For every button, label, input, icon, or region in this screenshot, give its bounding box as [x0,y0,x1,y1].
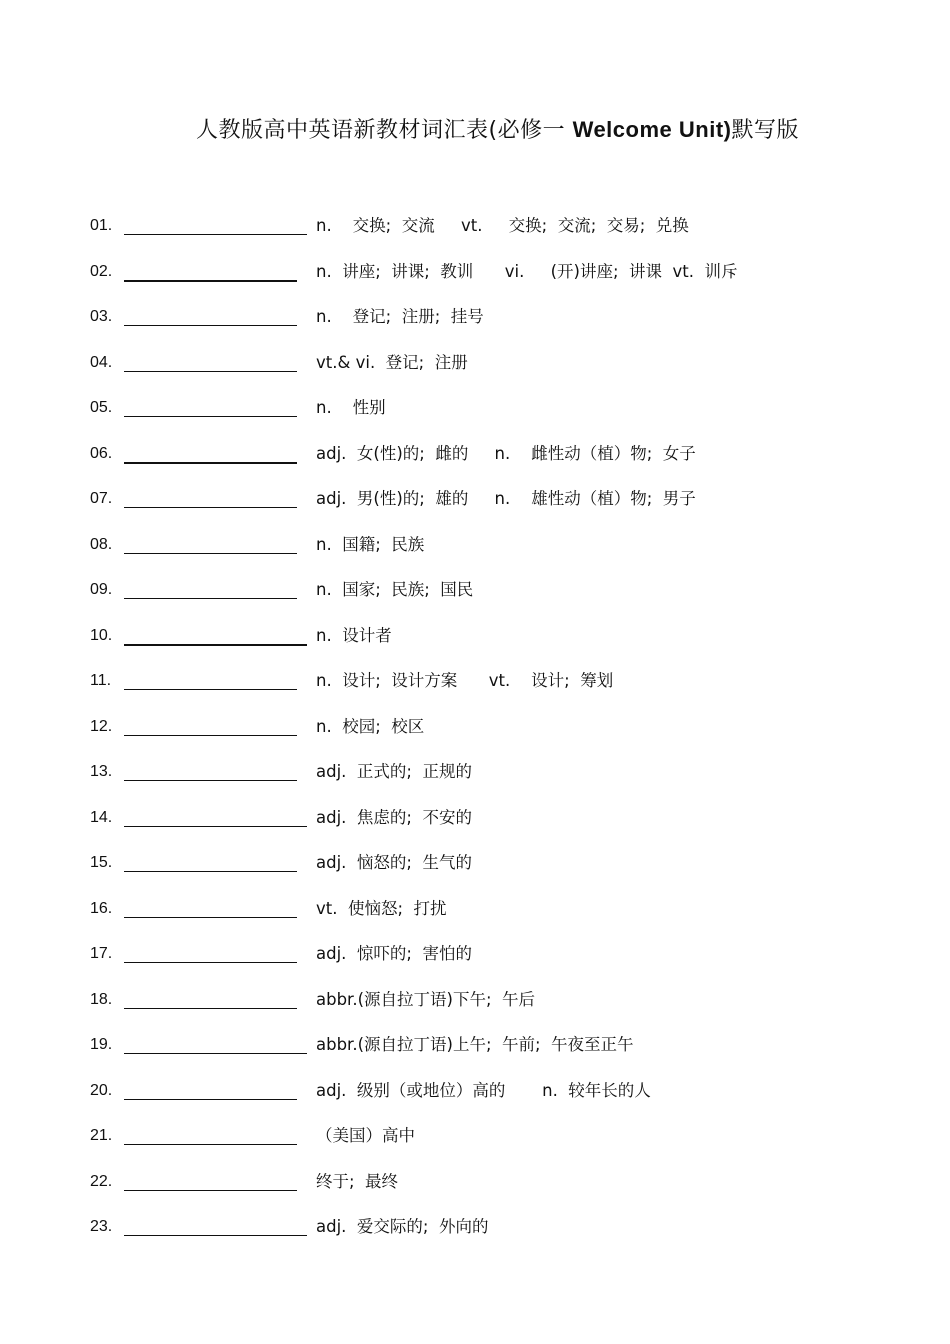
answer-blank[interactable] [124,280,297,282]
vocab-row [0,845,950,881]
vocab-row [0,481,950,517]
definition-text: n. 校园; 校区 [316,716,425,736]
definition-text: n. 国籍; 民族 [316,534,425,554]
item-number: 10. [90,626,113,644]
vocab-row [0,527,950,563]
item-number: 07. [90,490,113,507]
definition-text: vt.& vi. 登记; 注册 [316,352,468,372]
item-number: 19. [90,1036,113,1053]
definition-text: n. 登记; 注册; 挂号 [316,307,484,326]
vocab-row [0,754,950,790]
answer-blank[interactable] [124,462,297,464]
item-number: 04. [90,353,113,371]
title-part-2: Welcome Unit) [572,117,732,142]
vocab-row [0,618,950,654]
answer-blank[interactable] [124,416,297,417]
answer-blank[interactable] [124,826,307,827]
item-number: 01. [90,217,113,234]
vocab-row [0,1073,950,1109]
item-number: 14. [90,808,113,826]
definition-text: adj. 惊吓的; 害怕的 [316,944,472,963]
answer-blank[interactable] [124,371,297,372]
answer-blank[interactable] [124,780,297,781]
vocab-row [0,1164,950,1200]
answer-blank[interactable] [124,507,297,508]
answer-blank[interactable] [124,917,297,918]
item-number: 12. [90,717,113,735]
definition-text: adj. 正式的; 正规的 [316,762,472,781]
definition-text: abbr.(源自拉丁语)下午; 午后 [316,989,535,1009]
page-title [0,114,950,147]
vocab-row [0,1118,950,1154]
item-number: 06. [90,444,113,462]
vocab-row [0,709,950,745]
definition-text: n. 国家; 民族; 国民 [316,580,474,599]
answer-blank[interactable] [124,962,297,963]
definition-text: adj. 焦虑的; 不安的 [316,807,472,827]
vocab-row [0,345,950,381]
answer-blank[interactable] [124,735,297,736]
definition-text: abbr.(源自拉丁语)上午; 午前; 午夜至正午 [316,1035,634,1054]
answer-blank[interactable] [124,234,307,235]
vocab-row [0,663,950,699]
title-part-1: 人教版高中英语新教材词汇表(必修一 [196,118,573,143]
item-number: 08. [90,535,113,553]
vocab-row [0,390,950,426]
vocab-row [0,208,950,244]
definition-text: n. 设计; 设计方案 vt. 设计; 筹划 [316,671,614,690]
answer-blank[interactable] [124,871,297,872]
vocab-row [0,572,950,608]
item-number: 05. [90,399,113,416]
answer-blank[interactable] [124,1235,307,1236]
vocab-row [0,299,950,335]
vocab-row [0,1209,950,1245]
answer-blank[interactable] [124,644,307,646]
item-number: 16. [90,899,113,917]
answer-blank[interactable] [124,689,297,690]
definition-text: n. 交换; 交流 vt. 交换; 交流; 交易; 兑换 [316,216,689,235]
title-part-3: 默写版 [731,118,799,143]
item-number: 09. [90,581,113,598]
vocab-row [0,891,950,927]
item-number: 22. [90,1172,113,1190]
vocab-row [0,800,950,836]
item-number: 17. [90,945,113,962]
definition-text: adj. 女(性)的; 雌的 n. 雌性动（植）物; 女子 [316,443,696,463]
item-number: 11. [90,672,112,689]
definition-text: （美国）高中 [316,1126,415,1145]
vocab-row [0,936,950,972]
item-number: 13. [90,763,113,780]
item-number: 02. [90,262,113,280]
answer-blank[interactable] [124,1099,297,1100]
definition-text: n. 设计者 [316,625,392,645]
definition-text: adj. 男(性)的; 雄的 n. 雄性动（植）物; 男子 [316,489,696,508]
vocab-row [0,982,950,1018]
answer-blank[interactable] [124,1144,297,1145]
answer-blank[interactable] [124,1190,297,1191]
answer-blank[interactable] [124,1008,297,1009]
definition-text: adj. 恼怒的; 生气的 [316,853,472,872]
item-number: 21. [90,1127,113,1144]
answer-blank[interactable] [124,553,297,554]
definition-text: vt. 使恼怒; 打扰 [316,898,447,918]
item-number: 23. [90,1218,113,1235]
definition-text: adj. 爱交际的; 外向的 [316,1217,489,1236]
item-number: 15. [90,854,113,871]
vocab-row [0,436,950,472]
item-number: 03. [90,308,113,325]
vocab-row [0,1027,950,1063]
definition-text: n. 性别 [316,398,386,417]
answer-blank[interactable] [124,325,297,326]
vocab-row [0,254,950,290]
item-number: 20. [90,1081,113,1099]
definition-text: n. 讲座; 讲课; 教训 vi. (开)讲座; 讲课 vt. 训斥 [316,261,738,281]
answer-blank[interactable] [124,1053,307,1054]
definition-text: adj. 级别（或地位）高的 n. 较年长的人 [316,1080,651,1100]
definition-text: 终于; 最终 [316,1171,399,1191]
item-number: 18. [90,990,113,1008]
answer-blank[interactable] [124,598,297,599]
